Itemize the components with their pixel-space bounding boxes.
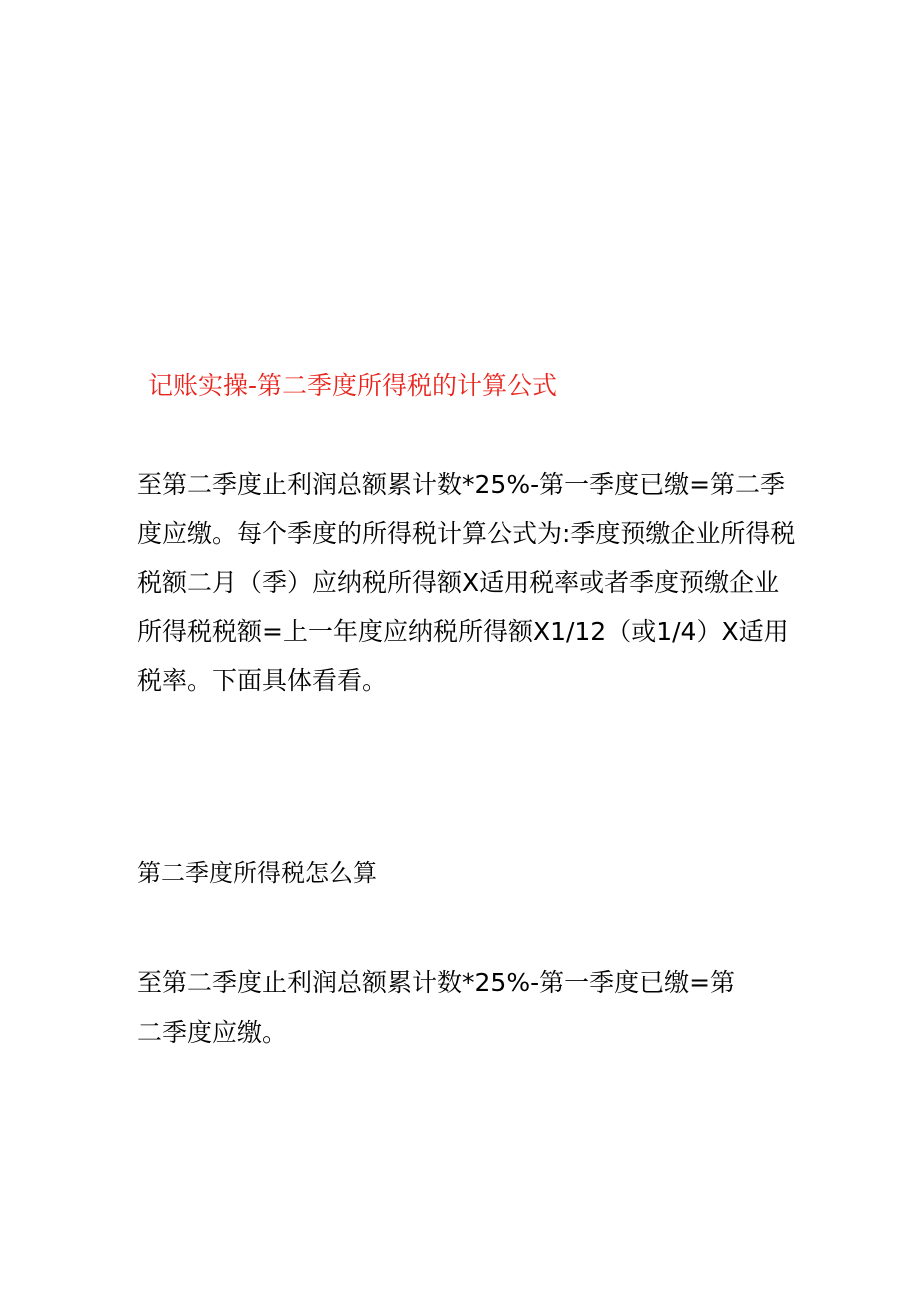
document-title: 记账实操-第二季度所得税的计算公式 <box>148 371 558 400</box>
body-paragraph-1: 至第二季度止利润总额累计数*25%-第一季度已缴=第二季度应缴。每个季度的所得税计算公式为:季度预缴企业所得税税额二月（季）应纳税所得额X适用税率或者季度预缴企业所得税税额=上一年度应纳税所得额X1/12（或1/4）X适用税率。下面具体看看。 <box>137 470 796 695</box>
section-heading: 第二季度所得税怎么算 <box>137 859 377 887</box>
body-paragraph-2: 至第二季度止利润总额累计数*25%-第一季度已缴=第二季度应缴。 <box>137 968 736 1047</box>
